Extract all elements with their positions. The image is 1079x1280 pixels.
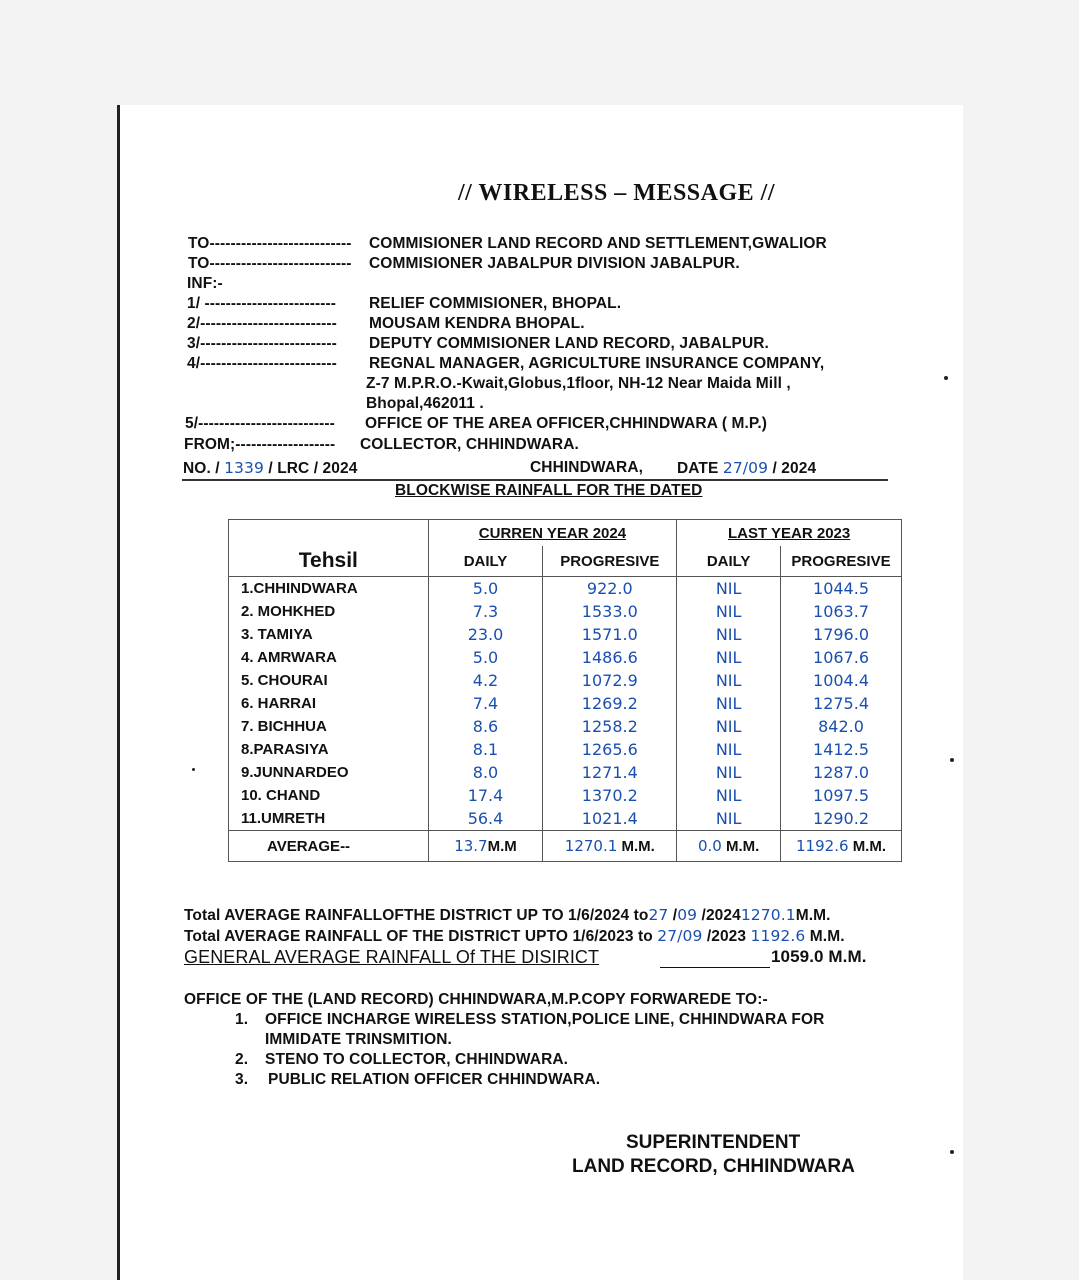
from-label: FROM;-------------------	[184, 436, 336, 453]
from-value: COLLECTOR, CHHINDWARA.	[360, 436, 579, 453]
table-row: 3. TAMIYA 23.0 1571.0 NIL 1796.0	[229, 623, 902, 646]
stray-mark	[950, 758, 954, 762]
table-row: 6. HARRAI 7.4 1269.2 NIL 1275.4	[229, 692, 902, 715]
general-average-value: 1059.0 M.M.	[771, 947, 867, 966]
to1-label: TO---------------------------	[188, 235, 352, 252]
general-average-label: GENERAL AVERAGE RAINFALL Of THE DISIRICT	[184, 947, 600, 967]
inf-item-1: RELIEF COMMISIONER, BHOPAL.	[369, 295, 622, 312]
col-daily-last-year: DAILY	[677, 546, 781, 577]
inf-item-3-label: 3/--------------------------	[187, 335, 337, 352]
ref-number-handwritten: 1339	[224, 459, 264, 477]
inf-item-4-address: Z-7 M.P.R.O.-Kwait,Globus,1floor, NH-12 Near Maida Mill ,	[366, 375, 791, 392]
to2-label: TO---------------------------	[188, 255, 352, 272]
average-row: AVERAGE-- 13.7M.M 1270.1 M.M. 0.0 M.M. 1192.6 M.M.	[229, 831, 902, 862]
inf-item-5: OFFICE OF THE AREA OFFICER,CHHINDWARA ( M.P.)	[365, 415, 768, 432]
table-row: 11.UMRETH 56.4 1021.4 NIL 1290.2	[229, 807, 902, 831]
stray-mark	[944, 376, 948, 380]
inf-item-1-label: 1/ -------------------------	[187, 295, 337, 312]
total-average-2024: Total AVERAGE RAINFALLOFTHE DISTRICT UP TO 1/6/2024 to27 /09 /20241270.1M.M.	[184, 906, 831, 924]
subject-line: BLOCKWISE RAINFALL FOR THE DATED	[395, 482, 703, 499]
table-row: 2. MOHKHED 7.3 1533.0 NIL 1063.7	[229, 600, 902, 623]
col-tehsil: Tehsil	[229, 546, 429, 577]
copy-item-1-cont: IMMIDATE TRINSMITION.	[265, 1031, 452, 1048]
group-last-year: LAST YEAR 2023	[727, 524, 851, 542]
inf-item-4-label: 4/--------------------------	[187, 355, 337, 372]
stray-mark	[192, 768, 195, 771]
copy-heading: OFFICE OF THE (LAND RECORD) CHHINDWARA,M.P.COPY FORWAREDE TO:-	[184, 991, 768, 1008]
ref-date-handwritten: 27/09	[722, 459, 769, 477]
page-edge-shadow	[117, 105, 120, 1280]
inf-item-4: REGNAL MANAGER, AGRICULTURE INSURANCE COMPANY,	[369, 355, 825, 372]
inf-item-5-label: 5/--------------------------	[185, 415, 335, 432]
to2-recipient: COMMISIONER JABALPUR DIVISION JABALPUR.	[369, 255, 740, 272]
table-row: 4. AMRWARA 5.0 1486.6 NIL 1067.6	[229, 646, 902, 669]
inf-item-3: DEPUTY COMMISIONER LAND RECORD, JABALPUR.	[369, 335, 769, 352]
copy-item-2-number: 2.	[235, 1051, 249, 1068]
signature-title: SUPERINTENDENT	[626, 1132, 801, 1153]
rainfall-table	[228, 519, 902, 862]
total-average-2023: Total AVERAGE RAINFALL OF THE DISTRICT UPTO 1/6/2023 to 27/09 /2023 1192.6 M.M.	[184, 927, 845, 945]
copy-item-2: STENO TO COLLECTOR, CHHINDWARA.	[265, 1051, 569, 1068]
stray-mark	[950, 1150, 954, 1154]
table-row: 10. CHAND 17.4 1370.2 NIL 1097.5	[229, 784, 902, 807]
col-daily: DAILY	[428, 546, 543, 577]
copy-item-1-number: 1.	[235, 1011, 249, 1028]
ref-divider	[182, 479, 888, 481]
inf-item-2: MOUSAM KENDRA BHOPAL.	[369, 315, 585, 332]
copy-item-3-number: 3.	[235, 1071, 249, 1088]
table-row: 1.CHHINDWARA 5.0 922.0 NIL 1044.5	[229, 577, 902, 601]
group-current-year: CURREN YEAR 2024	[478, 524, 627, 542]
inf-item-2-label: 2/--------------------------	[187, 315, 337, 332]
table-row: 8.PARASIYA 8.1 1265.6 NIL 1412.5	[229, 738, 902, 761]
table-row: 5. CHOURAI 4.2 1072.9 NIL 1004.4	[229, 669, 902, 692]
inf-item-4-city: Bhopal,462011 .	[366, 395, 484, 412]
copy-item-3: PUBLIC RELATION OFFICER CHHINDWARA.	[268, 1071, 601, 1088]
table-row: 7. BICHHUA 8.6 1258.2 NIL 842.0	[229, 715, 902, 738]
inf-label: INF:-	[187, 275, 223, 292]
col-progressive: PROGRESIVE	[543, 546, 677, 577]
col-progressive-last-year: PROGRESIVE	[781, 546, 902, 577]
to1-recipient: COMMISIONER LAND RECORD AND SETTLEMENT,GWALIOR	[369, 235, 827, 252]
general-average-underline	[660, 967, 770, 968]
signature-office: LAND RECORD, CHHINDWARA	[572, 1156, 855, 1177]
table-row: 9.JUNNARDEO 8.0 1271.4 NIL 1287.0	[229, 761, 902, 784]
copy-item-1: OFFICE INCHARGE WIRELESS STATION,POLICE LINE, CHHINDWARA FOR	[265, 1011, 825, 1028]
ref-place: CHHINDWARA,	[530, 459, 644, 476]
document-title: // WIRELESS – MESSAGE //	[458, 180, 775, 206]
ref-date: DATE 27/09 / 2024	[677, 459, 817, 477]
ref-number: NO. / 1339 / LRC / 2024	[183, 459, 358, 477]
